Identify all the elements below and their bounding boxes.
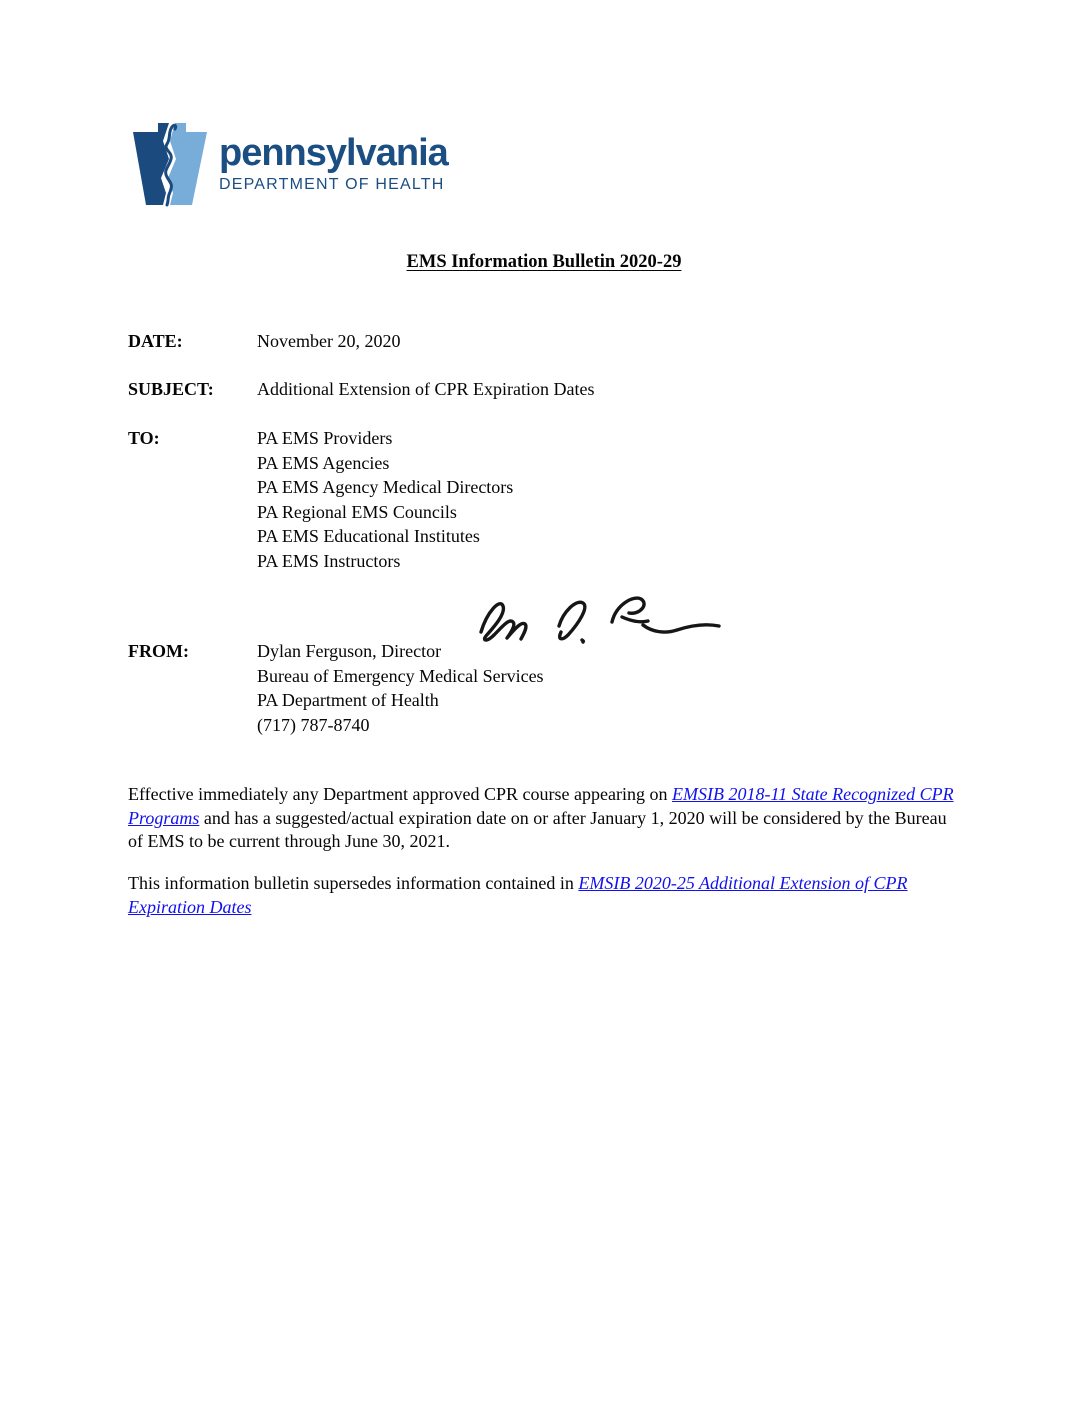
from-block (257, 639, 544, 737)
from-label: FROM: (128, 641, 189, 661)
paragraph-text: This information bulletin supersedes information contained in (128, 873, 579, 893)
subject-label: SUBJECT: (128, 379, 214, 399)
to-recipient: PA Regional EMS Councils (257, 501, 457, 522)
pa-doh-logo (130, 121, 448, 207)
logo-org-subtitle: DEPARTMENT OF HEALTH (219, 176, 445, 193)
body-paragraph-1 (128, 783, 960, 854)
to-label: TO: (128, 428, 160, 448)
link-emsib-2018-11[interactable]: EMSIB 2018-11 State Recognized CPR Programs (128, 784, 954, 828)
to-recipient: PA EMS Agency Medical Directors (257, 477, 514, 498)
to-recipient-list (257, 426, 513, 574)
to-recipient: PA EMS Providers (257, 428, 393, 448)
date-label: DATE: (128, 331, 183, 351)
from-line-department: PA Department of Health (257, 690, 439, 711)
from-line-name-title: Dylan Ferguson, Director (257, 641, 442, 661)
bulletin-title-text: EMS Information Bulletin 2020-29 (406, 252, 682, 272)
to-recipient: PA EMS Instructors (257, 550, 401, 571)
logo-wordmark (219, 121, 448, 194)
date-value: November 20, 2020 (257, 331, 401, 351)
from-line-bureau: Bureau of Emergency Medical Services (257, 665, 544, 686)
subject-value: Additional Extension of CPR Expiration Dates (257, 379, 595, 399)
body-paragraph-2 (128, 872, 960, 919)
paragraph-text: and has a suggested/actual expiration date on or after January 1, 2020 will be considered by the Bureau of EMS to be current through June 30, 2021. (128, 807, 947, 852)
to-recipient: PA EMS Educational Institutes (257, 526, 480, 547)
logo-org-name: pennsylvania (219, 132, 448, 174)
bulletin-title (0, 252, 1088, 273)
link-emsib-2020-25[interactable]: EMSIB 2020-25 Additional Extension of CPR Expiration Dates (128, 873, 908, 917)
to-recipient: PA EMS Agencies (257, 452, 390, 473)
from-line-phone: (717) 787-8740 (257, 714, 370, 735)
keystone-caduceus-icon (130, 121, 210, 207)
paragraph-text: Effective immediately any Department approved CPR course appearing on (128, 784, 672, 804)
